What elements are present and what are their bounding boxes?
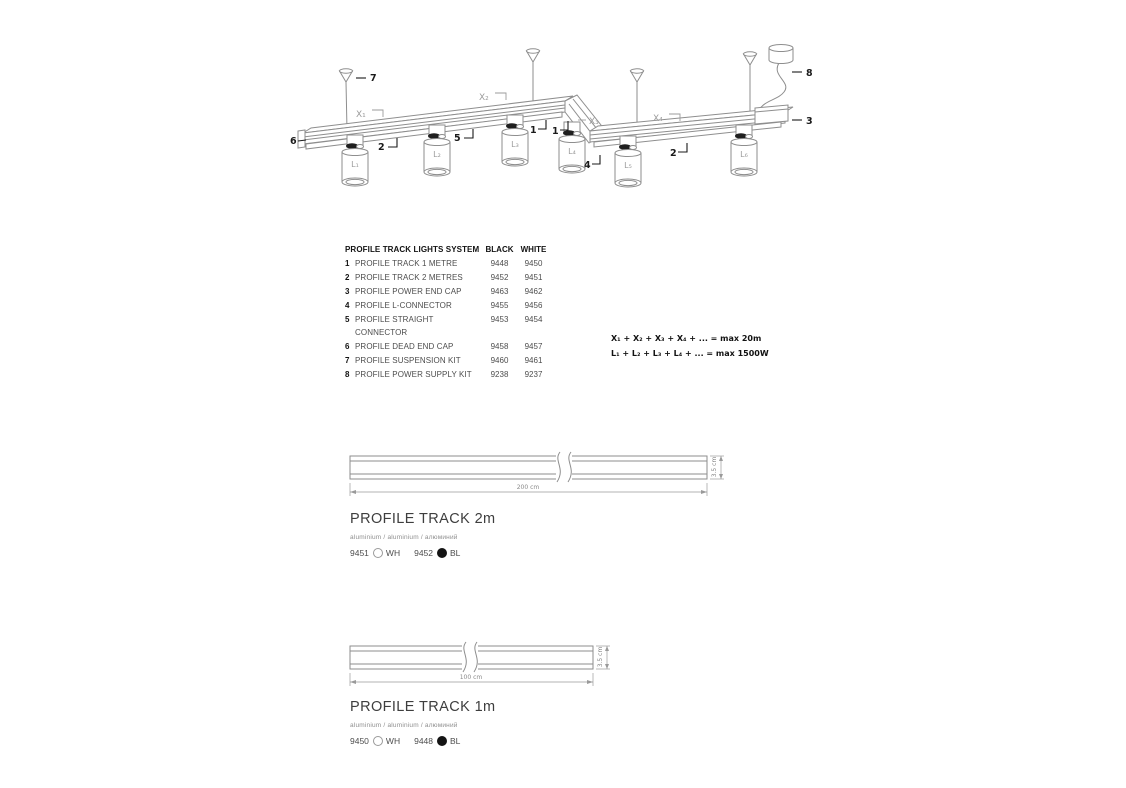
code-black: 9452 [414, 548, 434, 558]
product-materials: aluminium / aluminium / алюминий [350, 722, 458, 729]
suspension-kit [744, 52, 757, 112]
height-label: 3.5 cm [597, 646, 604, 668]
table-title: PROFILE TRACK LIGHTS SYSTEM [345, 245, 480, 254]
table-row: 6 PROFILE DEAD END CAP 9458 9457 [345, 342, 543, 352]
svg-text:1: 1 [530, 125, 537, 136]
white-swatch-icon [373, 548, 383, 558]
max-length-formula: X₁ + X₂ + X₃ + X₄ + ... = max 20m [611, 334, 762, 343]
svg-text:4: 4 [584, 160, 591, 171]
white-swatch-icon [373, 736, 383, 746]
lamp-label: L₃ [511, 140, 519, 149]
svg-text:3: 3 [806, 116, 813, 127]
table-row: 4 PROFILE L-CONNECTOR 9455 9456 [345, 300, 543, 310]
track-2m-profile [350, 456, 707, 479]
lamp-label: L₅ [624, 161, 632, 170]
table-row: 5 PROFILE STRAIGHT CONNECTOR 9453 9454 [345, 314, 543, 338]
length-dimension [350, 673, 593, 686]
dead-end-cap [298, 130, 305, 148]
column-black: BLACK [485, 245, 514, 254]
svg-text:1: 1 [552, 126, 559, 137]
callout-5 [454, 129, 473, 144]
power-supply-kit [759, 45, 793, 111]
svg-text:X₃: X₃ [589, 117, 599, 127]
track-2m-drawing [340, 446, 740, 504]
lamp-label: L₁ [351, 160, 359, 169]
callout-7 [356, 73, 377, 84]
product-materials: aluminium / aluminium / алюминий [350, 534, 458, 541]
product-codes [350, 736, 496, 746]
table-row: 3 PROFILE POWER END CAP 9463 9462 [345, 286, 543, 296]
svg-text:5: 5 [454, 133, 461, 144]
table-header [345, 243, 550, 257]
product-track-1m [350, 699, 496, 746]
height-dimension [596, 646, 610, 669]
suspension-kit [527, 49, 540, 102]
product-codes [350, 548, 496, 558]
system-diagram [0, 0, 1126, 235]
table-row: 1 PROFILE TRACK 1 METRE 9448 9450 [345, 258, 543, 268]
height-label: 3.5 cm [711, 456, 718, 478]
height-dimension [710, 456, 724, 479]
track-1m-drawing [340, 636, 650, 694]
callout-1-a [530, 120, 546, 136]
column-white: WHITE [520, 245, 547, 254]
variant-label: WH [385, 736, 401, 746]
black-swatch-icon [437, 548, 447, 558]
product-title: PROFILE TRACK 2m [350, 511, 496, 527]
code-white: 9450 [350, 736, 369, 746]
callout-8 [792, 68, 813, 79]
product-title: PROFILE TRACK 1m [350, 699, 496, 715]
lamp-label: L₂ [433, 150, 441, 159]
break-mask [462, 644, 478, 671]
callout-2-right [670, 143, 687, 159]
power-end-cap [755, 105, 788, 124]
svg-text:X₄: X₄ [653, 114, 663, 124]
callout-4 [584, 155, 600, 171]
break-mask [556, 454, 572, 481]
svg-text:X₁: X₁ [356, 110, 366, 120]
svg-text:2: 2 [670, 148, 677, 159]
segment-label-x1 [356, 110, 383, 120]
variant-label: BL [450, 736, 461, 746]
svg-text:7: 7 [370, 73, 377, 84]
length-dimension [350, 483, 707, 496]
lamp-label: L₄ [568, 147, 576, 156]
table-row: 8 PROFILE POWER SUPPLY KIT 9238 9237 [345, 370, 543, 380]
max-power-formula: L₁ + L₂ + L₃ + L₄ + ... = max 1500W [611, 349, 769, 358]
svg-text:8: 8 [806, 68, 813, 79]
callout-2-left [378, 138, 397, 153]
svg-text:X₂: X₂ [479, 93, 489, 103]
callout-3 [792, 116, 813, 127]
lamp-label: L₆ [740, 150, 748, 159]
table-row: 7 PROFILE SUSPENSION KIT 9460 9461 [345, 356, 543, 366]
lamp [731, 125, 757, 176]
variant-label: BL [450, 548, 461, 558]
length-label: 100 cm [459, 674, 483, 681]
black-swatch-icon [437, 736, 447, 746]
suspension-kit [340, 69, 353, 130]
code-white: 9451 [350, 548, 369, 558]
svg-text:6: 6 [290, 136, 297, 147]
product-track-2m [350, 511, 496, 558]
suspension-kit [631, 69, 644, 127]
max-limits [611, 334, 769, 364]
table-row: 2 PROFILE TRACK 2 METRES 9452 9451 [345, 272, 543, 282]
segment-label-x2 [479, 93, 506, 103]
code-black: 9448 [414, 736, 434, 746]
length-label: 200 cm [516, 484, 540, 491]
svg-text:2: 2 [378, 142, 385, 153]
variant-label: WH [385, 548, 401, 558]
parts-table [345, 243, 550, 382]
